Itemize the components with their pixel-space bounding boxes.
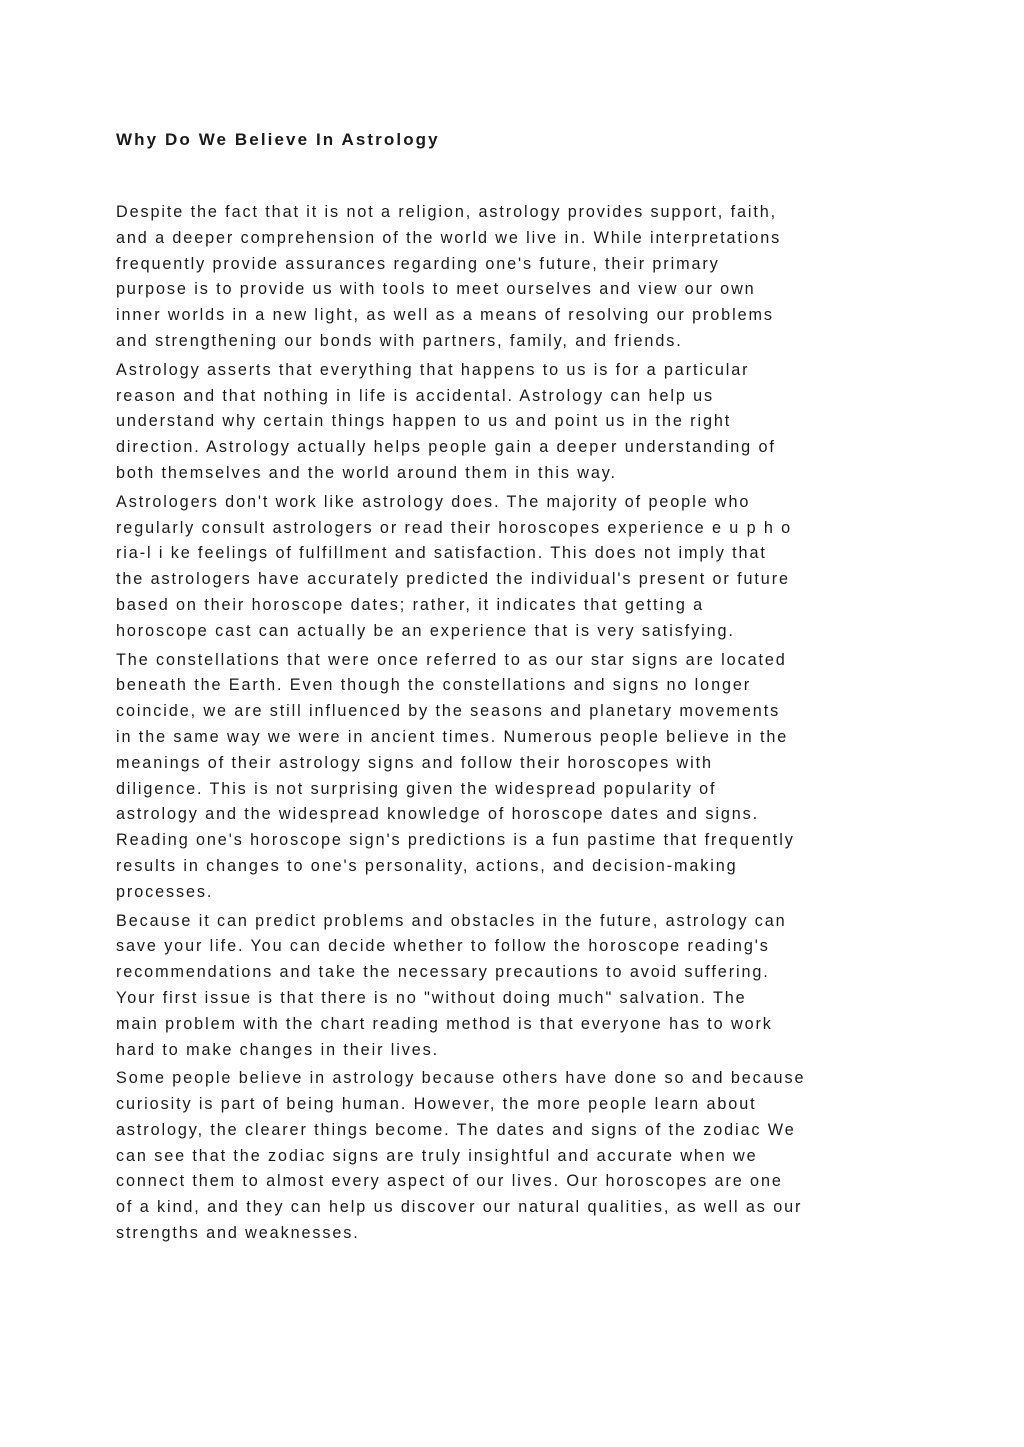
paragraph	[116, 200, 906, 355]
paragraph-line: the astrologers have accurately predicted the individual's present or future	[116, 570, 790, 589]
paragraph-line: save your life. You can decide whether to follow the horoscope reading's	[116, 937, 770, 956]
paragraph-line: ria-l i ke feelings of fulfillment and satisfaction. This does not imply that	[116, 544, 767, 563]
paragraph-line: Astrology asserts that everything that happens to us is for a particular	[116, 360, 750, 379]
paragraph-line: both themselves and the world around them in this way.	[116, 463, 617, 482]
paragraph	[116, 490, 906, 645]
paragraph-line: Astrologers don't work like astrology does. The majority of people who	[116, 492, 751, 511]
paragraph-line: frequently provide assurances regarding one's future, their primary	[116, 254, 720, 273]
paragraph-line: Reading one's horoscope sign's predictions is a fun pastime that frequently	[116, 831, 795, 850]
paragraph-line: reason and that nothing in life is accidental. Astrology can help us	[116, 386, 715, 405]
paragraph-line: understand why certain things happen to us and point us in the right	[116, 412, 732, 431]
paragraph	[116, 358, 906, 487]
paragraph-line: in the same way we were in ancient times. Numerous people believe in the	[116, 727, 789, 746]
document-body	[116, 200, 906, 1250]
paragraph-line: regularly consult astrologers or read their horoscopes experience e u p h o	[116, 518, 793, 537]
paragraph-line: beneath the Earth. Even though the constellations and signs no longer	[116, 676, 752, 695]
paragraph-line: The constellations that were once referred to as our star signs are located	[116, 650, 787, 669]
paragraph-line: and a deeper comprehension of the world we live in. While interpretations	[116, 228, 782, 247]
paragraph-line: connect them to almost every aspect of our lives. Our horoscopes are one	[116, 1172, 783, 1191]
paragraph-line: Your first issue is that there is no "without doing much" salvation. The	[116, 988, 747, 1007]
paragraph-line: Because it can predict problems and obstacles in the future, astrology can	[116, 911, 787, 930]
paragraph-line: inner worlds in a new light, as well as a means of resolving our problems	[116, 306, 774, 325]
paragraph-line: results in changes to one's personality, actions, and decision-making	[116, 856, 738, 875]
document-title: Why Do We Believe In Astrology	[116, 130, 440, 149]
paragraph	[116, 909, 906, 1064]
paragraph-line: purpose is to provide us with tools to meet ourselves and view our own	[116, 280, 756, 299]
paragraph-line: of a kind, and they can help us discover our natural qualities, as well as our	[116, 1198, 803, 1217]
paragraph-line: meanings of their astrology signs and follow their horoscopes with	[116, 753, 713, 772]
paragraph-line: strengths and weaknesses.	[116, 1224, 360, 1243]
paragraph	[116, 1066, 906, 1247]
paragraph-line: Despite the fact that it is not a religion, astrology provides support, faith,	[116, 203, 778, 221]
paragraph-line: recommendations and take the necessary precautions to avoid suffering.	[116, 963, 770, 982]
paragraph-line: and strengthening our bonds with partners, family, and friends.	[116, 331, 683, 350]
paragraph-line: main problem with the chart reading method is that everyone has to work	[116, 1014, 773, 1033]
paragraph-line: astrology and the widespread knowledge of horoscope dates and signs.	[116, 805, 760, 824]
paragraph-line: Some people believe in astrology because others have done so and because	[116, 1069, 806, 1088]
paragraph-line: diligence. This is not surprising given the widespread popularity of	[116, 779, 717, 798]
paragraph	[116, 648, 906, 906]
paragraph-line: can see that the zodiac signs are truly insightful and accurate when we	[116, 1146, 758, 1165]
paragraph-line: direction. Astrology actually helps people gain a deeper understanding of	[116, 438, 776, 457]
paragraph-line: coincide, we are still influenced by the seasons and planetary movements	[116, 702, 781, 721]
paragraph-line: horoscope cast can actually be an experience that is very satisfying.	[116, 621, 735, 640]
paragraph-line: processes.	[116, 882, 214, 901]
paragraph-line: astrology, the clearer things become. The dates and signs of the zodiac We	[116, 1120, 796, 1139]
paragraph-line: curiosity is part of being human. However, the more people learn about	[116, 1095, 757, 1114]
paragraph-line: based on their horoscope dates; rather, it indicates that getting a	[116, 595, 705, 614]
paragraph-line: hard to make changes in their lives.	[116, 1040, 440, 1059]
